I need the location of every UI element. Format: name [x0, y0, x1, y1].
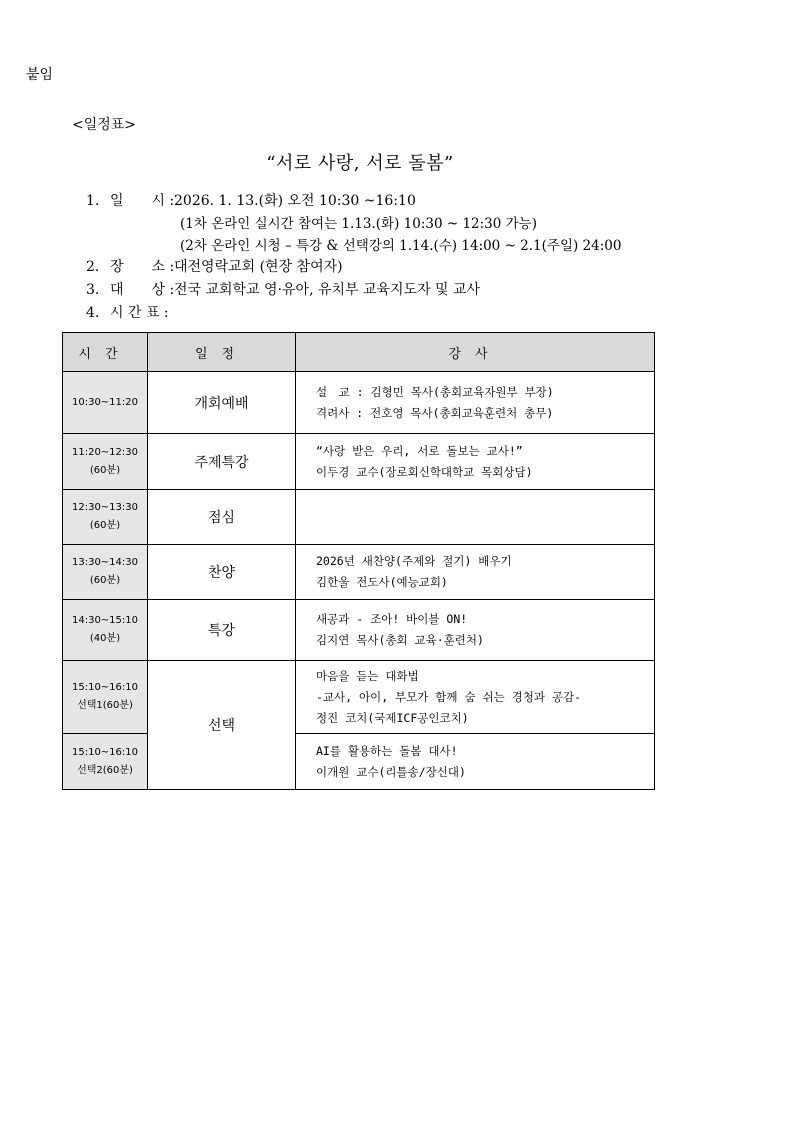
header-lecturer: 강사	[296, 333, 655, 372]
time-cell: 15:10~16:10 선택2(60분)	[63, 734, 148, 790]
event-cell: 선택	[148, 661, 296, 790]
info-line-place: 2. 장 소 :대전영락교회 (현장 참여자)	[86, 259, 343, 275]
table-row	[63, 545, 655, 600]
table-row	[63, 434, 655, 490]
event-cell: 주제특강	[148, 434, 296, 490]
info-sub-online-2: (2차 온라인 시청 – 특강 & 선택강의 1.14.(수) 14:00 ~ 2.1(주일) 24:00	[180, 238, 622, 254]
time-cell: 15:10~16:10 선택1(60분)	[63, 661, 148, 734]
event-cell: 찬양	[148, 545, 296, 600]
header-time: 시간	[63, 333, 148, 372]
lecturer-cell: AI를 활용하는 돌봄 대사! 이개원 교수(리틀송/장신대)	[296, 734, 655, 790]
info-date-value: 2026. 1. 13.(화) 오전 10:30 ~16:10	[174, 193, 416, 209]
time-cell: 12:30~13:30 (60분)	[63, 490, 148, 545]
info-sub-online-1: (1차 온라인 실시간 참여는 1.13.(화) 10:30 ~ 12:30 가능)	[180, 216, 537, 232]
schedule-label: <일정표>	[72, 117, 137, 133]
event-cell: 특강	[148, 600, 296, 661]
info-line-target: 3. 대 상 :전국 교회학교 영·유아, 유치부 교육지도자 및 교사	[86, 282, 481, 298]
attachment-label: 붙임	[26, 67, 54, 83]
info-place-value: 대전영락교회 (현장 참여자)	[174, 259, 343, 275]
lecturer-cell: 새공과 - 조아! 바이블 ON! 김지연 목사(총회 교육·훈련처)	[296, 600, 655, 661]
time-cell: 10:30~11:20	[63, 372, 148, 434]
header-event: 일정	[148, 333, 296, 372]
table-row	[63, 490, 655, 545]
time-cell: 13:30~14:30 (60분)	[63, 545, 148, 600]
page-title: “서로 사랑, 서로 돌봄”	[266, 153, 454, 174]
time-cell: 11:20~12:30 (60분)	[63, 434, 148, 490]
info-line-date: 1. 일 시 :2026. 1. 13.(화) 오전 10:30 ~16:10	[86, 193, 416, 209]
event-cell: 개회예배	[148, 372, 296, 434]
lecturer-cell	[296, 490, 655, 545]
time-cell: 14:30~15:10 (40분)	[63, 600, 148, 661]
lecturer-cell: 마음을 듣는 대화법 -교사, 아이, 부모가 함께 숨 쉬는 경청과 공감- 정진 코치(국제ICF공인코치)	[296, 661, 655, 734]
table-row	[63, 661, 655, 734]
lecturer-cell: 2026년 새찬양(주제와 절기) 배우기 김한울 전도사(예능교회)	[296, 545, 655, 600]
schedule-table	[62, 332, 655, 790]
lecturer-cell: 설 교 : 김형민 목사(총회교육자원부 부장) 격려사 : 전호영 목사(총회교육훈련처 총무)	[296, 372, 655, 434]
info-target-value: 전국 교회학교 영·유아, 유치부 교육지도자 및 교사	[174, 282, 481, 298]
info-line-timetable: 4. 시 간 표 :	[86, 305, 169, 321]
table-row	[63, 372, 655, 434]
event-cell: 점심	[148, 490, 296, 545]
lecturer-cell: “사랑 받은 우리, 서로 돌보는 교사!” 이두경 교수(장로회신학대학교 목회상담)	[296, 434, 655, 490]
table-row	[63, 600, 655, 661]
table-header-row	[63, 333, 655, 372]
